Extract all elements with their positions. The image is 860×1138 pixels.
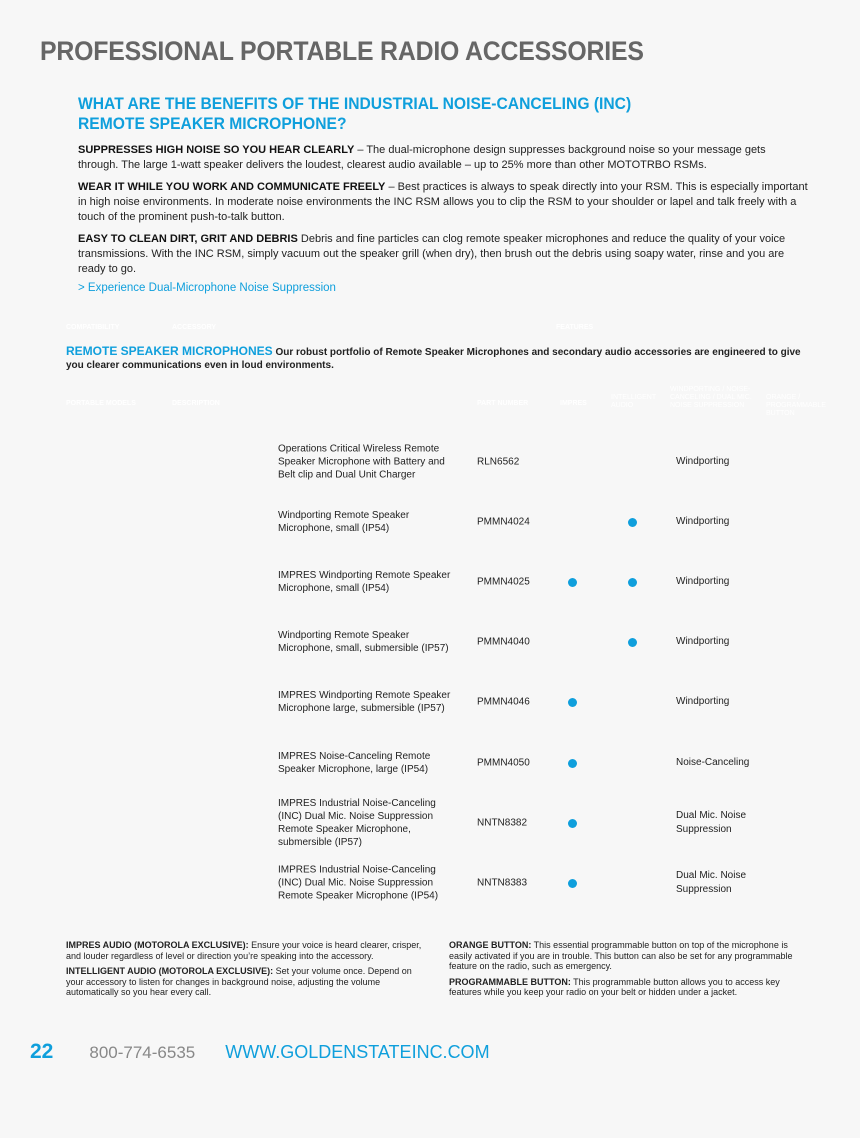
page-number: 22 <box>30 1040 54 1063</box>
row-description: IMPRES Windporting Remote Speaker Microphone large, submersible (IP57) <box>278 690 451 715</box>
rsm-heading: REMOTE SPEAKER MICROPHONES <box>66 344 273 358</box>
notes-left-column <box>66 940 428 1003</box>
row-feature: Windporting <box>676 576 730 588</box>
impres-indicator-dot <box>568 759 577 768</box>
table-row <box>0 672 860 732</box>
row-feature: Windporting <box>676 456 730 467</box>
row-feature: Windporting <box>676 636 730 648</box>
row-part-number: PMMN4025 <box>477 576 530 588</box>
benefits-heading-line2: REMOTE SPEAKER MICROPHONE? <box>78 114 347 133</box>
phone-number: 800-774-6535 <box>89 1043 196 1062</box>
table-row <box>0 552 860 612</box>
row-feature: Noise-Canceling <box>676 756 750 768</box>
row-part-number: PMMN4050 <box>477 757 530 768</box>
rsm-intro: Our robust portfolio of Remote Speaker Microphones and secondary audio accessories are engineered to give you clearer communications even in loud environments. <box>66 347 801 371</box>
row-part-number: PMMN4040 <box>477 636 530 648</box>
row-feature: Windporting <box>676 516 730 528</box>
impres-indicator-dot <box>568 819 577 828</box>
benefits-heading-line1: WHAT ARE THE BENEFITS OF THE INDUSTRIAL NOISE-CANCELING (INC) <box>78 94 632 113</box>
note-programmable-button <box>449 977 811 998</box>
col-part-number: PART NUMBER <box>477 400 529 407</box>
row-part-number: NNTN8382 <box>477 817 528 829</box>
rsm-section-heading <box>66 345 806 372</box>
benefit-text: – Best practices is always to speak directly into your RSM. This is especially important in high noise environments. In moderate noise environments the INC RSM allows you to clip the RSM to your shoulder or lapel and talk freely with a touch of the prominent push-to-talk button. <box>78 181 808 223</box>
note-intelligent-audio <box>66 966 428 998</box>
row-description: IMPRES Industrial Noise-Canceling (INC) Dual Mic. Noise Suppression Remote Speaker Microphone (IP54) <box>278 864 439 902</box>
note-text: This essential programmable button on top of the microphone is easily activated if you are in trouble. This button can also be set for any programmable feature on the radio, such as emergency. <box>449 940 793 971</box>
table-row <box>0 853 860 913</box>
row-description: IMPRES Noise-Canceling Remote Speaker Microphone, large (IP54) <box>278 750 431 775</box>
row-part-number: RLN6562 <box>477 456 520 468</box>
note-impres-audio <box>66 940 428 961</box>
benefit-paragraph <box>78 232 808 277</box>
feature-notes <box>66 940 811 1003</box>
table-row <box>0 492 860 552</box>
benefit-text: Debris and fine particles can clog remote speaker microphones and reduce the quality of your voice transmissions. With the INC RSM, simply vacuum out the speaker grill (when dry), then brush out the debris using soapy water, rinse and you are ready to go. <box>78 233 786 275</box>
table-row <box>0 733 860 793</box>
intelligent-audio-indicator-dot <box>628 638 637 647</box>
row-feature: Dual Mic. Noise Suppression <box>676 869 747 895</box>
row-feature: Dual Mic. Noise Suppression <box>676 809 747 835</box>
impres-indicator-dot <box>568 879 577 888</box>
col-portable-models: PORTABLE MODELS <box>66 400 136 407</box>
benefit-lead: EASY TO CLEAN DIRT, GRIT AND DEBRIS <box>78 233 298 245</box>
row-feature: Windporting <box>676 696 730 708</box>
note-lead: PROGRAMMABLE BUTTON: <box>449 976 571 987</box>
benefits-section <box>78 94 808 294</box>
note-text: Set your volume once. Depend on your accessory to listen for changes in background noise, adjusting the volume automatically so you hear every call. <box>66 966 412 997</box>
intelligent-audio-indicator-dot <box>628 578 637 587</box>
page-footer <box>30 1040 490 1064</box>
header-features: FEATURES <box>556 324 594 331</box>
website-link[interactable]: WWW.GOLDENSTATEINC.COM <box>225 1042 490 1062</box>
note-text: Ensure your voice is heard clearer, crisper, and louder regardless of level or direction you’re speaking into the accessory. <box>66 940 422 961</box>
row-part-number: PMMN4046 <box>477 696 530 708</box>
table-row <box>0 612 860 672</box>
col-description: DESCRIPTION <box>172 400 220 407</box>
table-row <box>0 432 860 492</box>
table-row <box>0 793 860 853</box>
row-description: Windporting Remote Speaker Microphone, small, submersible (IP57) <box>278 630 449 655</box>
col-impres: IMPRES <box>560 400 587 407</box>
benefit-paragraph <box>78 143 808 173</box>
benefit-lead: SUPPRESSES HIGH NOISE SO YOU HEAR CLEARLY <box>78 144 355 156</box>
row-description: Operations Critical Wireless Remote Speaker Microphone with Battery and Belt clip and Dual Unit Charger <box>278 443 445 481</box>
benefit-text: – The dual-microphone design suppresses background noise so your message gets through. The large 1-watt speaker delivers the loudest, clearest audio available – up to 25% more than other MOTOTRBO RSMs. <box>78 144 766 171</box>
note-lead: ORANGE BUTTON: <box>449 940 532 950</box>
note-lead: INTELLIGENT AUDIO (MOTOROLA EXCLUSIVE): <box>66 966 274 976</box>
benefit-lead: WEAR IT WHILE YOU WORK AND COMMUNICATE FREELY <box>78 181 386 193</box>
col-buttons: ORANGE / PROGRAMMABLE BUTTON <box>766 394 826 417</box>
header-compatibility: COMPATIBILITY <box>66 324 120 331</box>
row-description: IMPRES Windporting Remote Speaker Microphone, small (IP54) <box>278 570 451 595</box>
intelligent-audio-indicator-dot <box>628 518 637 527</box>
noise-suppression-link[interactable]: > Experience Dual-Microphone Noise Suppression <box>78 282 336 294</box>
impres-indicator-dot <box>568 578 577 587</box>
benefits-heading <box>78 94 750 134</box>
row-part-number: PMMN4024 <box>477 516 530 528</box>
page-title: PROFESSIONAL PORTABLE RADIO ACCESSORIES <box>40 36 644 66</box>
row-description: IMPRES Industrial Noise-Canceling (INC) Dual Mic. Noise Suppression Remote Speaker Microphone, submersible (IP57) <box>278 797 436 848</box>
col-intelligent-audio: INTELLIGENT AUDIO <box>611 394 656 409</box>
row-description: Windporting Remote Speaker Microphone, small (IP54) <box>278 510 410 535</box>
note-lead: IMPRES AUDIO (MOTOROLA EXCLUSIVE): <box>66 940 249 950</box>
header-accessory: ACCESSORY <box>172 324 217 331</box>
row-part-number: NNTN8383 <box>477 877 528 889</box>
note-text: This programmable button allows you to access key features while you keep your radio on your belt or hidden under a jacket. <box>449 976 780 997</box>
notes-right-column <box>449 940 811 1003</box>
benefit-paragraph <box>78 180 808 225</box>
impres-indicator-dot <box>568 698 577 707</box>
note-orange-button <box>449 940 811 972</box>
col-audio-type: WINDPORTING / NOISE-CANCELING / DUAL MIC. NOISE SUPPRESSION <box>670 386 752 409</box>
